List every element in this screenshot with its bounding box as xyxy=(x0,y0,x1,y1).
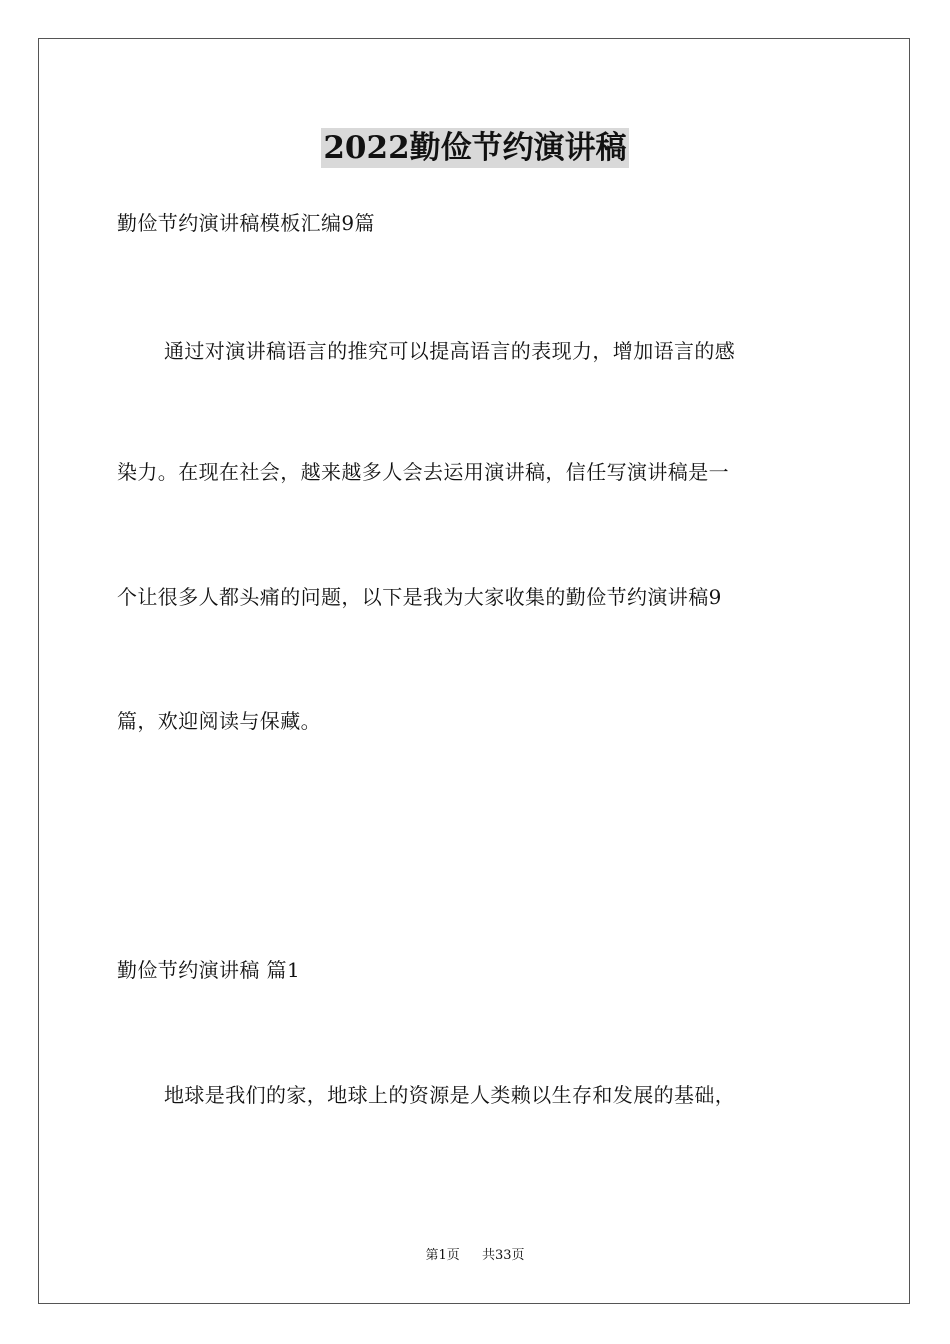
section-heading: 勤俭节约演讲稿 篇1 xyxy=(117,958,301,982)
document-subtitle: 勤俭节约演讲稿模板汇编9篇 xyxy=(117,211,375,235)
section-line-1: 地球是我们的家，地球上的资源是人类赖以生存和发展的基础， xyxy=(164,1083,736,1107)
title-container xyxy=(0,128,950,168)
page-number: 第1页 xyxy=(425,1248,460,1263)
intro-line-2: 染力。在现在社会，越来越多人会去运用演讲稿，信任写演讲稿是一 xyxy=(117,460,729,484)
intro-line-4: 篇，欢迎阅读与保藏。 xyxy=(117,709,321,733)
page-footer xyxy=(0,1247,950,1265)
total-pages: 共33页 xyxy=(482,1248,525,1263)
document-title: 2022勤俭节约演讲稿 xyxy=(323,130,627,166)
intro-line-3: 个让很多人都头痛的问题，以下是我为大家收集的勤俭节约演讲稿9 xyxy=(117,585,722,609)
intro-line-1: 通过对演讲稿语言的推究可以提高语言的表现力，增加语言的感 xyxy=(164,339,736,363)
